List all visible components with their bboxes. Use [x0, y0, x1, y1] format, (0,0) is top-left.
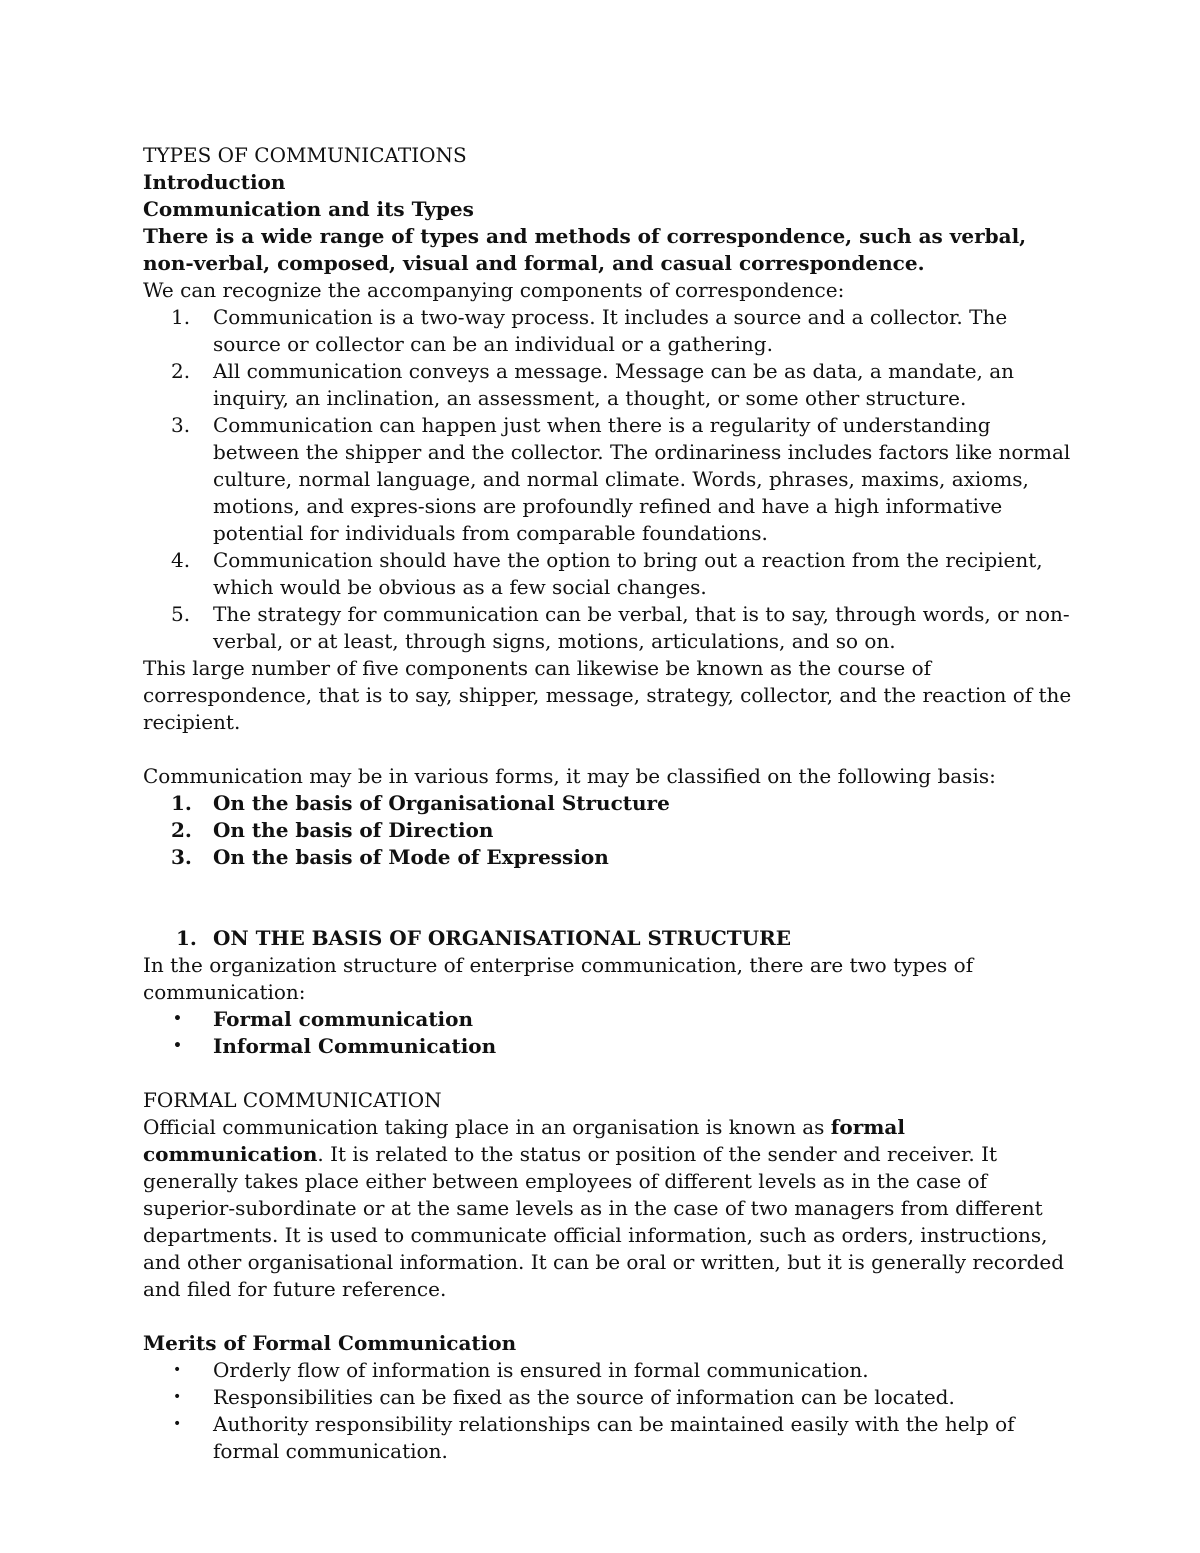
formal-text-rest: . It is related to the status or position of the sender and receiver. It generally takes place either between employees of different levels as in the case of superior-subordinate or at the same levels as in the case of two managers from different departments. It is used to communicate official information, such as orders, instructions, and other organisational information. It can be oral or written, but it is generally recorded and filed for future reference.	[143, 1142, 1065, 1301]
summary-paragraph: This large number of five components can likewise be known as the course of correspondence, that is to say, shipper, message, strategy, collector, and the reaction of the recipient.	[143, 656, 1072, 734]
recognize-text: We can recognize the accompanying components of correspondence:	[143, 278, 845, 302]
list-item	[143, 817, 1080, 844]
blank-line	[143, 736, 1080, 763]
bases-list	[143, 790, 1080, 871]
formal-text-start: Official communication taking place in an organisation is known as	[143, 1115, 831, 1139]
list-item-text: On the basis of Mode of Expression	[213, 845, 609, 869]
list-item	[143, 1006, 1080, 1033]
list-number: 1.	[171, 791, 192, 815]
blank-line	[143, 1303, 1080, 1330]
blank-line	[143, 1060, 1080, 1087]
list-item-text: All communication conveys a message. Message can be as data, a mandate, an inquiry, an inclination, an assessment, a thought, or some other structure.	[213, 359, 1015, 410]
merits-heading: Merits of Formal Communication	[143, 1331, 517, 1355]
formal-heading: FORMAL COMMUNICATION	[143, 1088, 442, 1112]
list-item-text: Formal communication	[213, 1007, 474, 1031]
list-item	[143, 358, 1080, 412]
list-item-text: The strategy for communication can be verbal, that is to say, through words, or non-verbal, or at least, through signs, motions, articulations, and so on.	[213, 602, 1070, 653]
list-item	[143, 412, 1080, 547]
bullet-icon: •	[173, 1362, 182, 1378]
blank-lines	[143, 871, 1080, 925]
list-item	[143, 790, 1080, 817]
merits-list	[143, 1357, 1080, 1465]
list-number: 3.	[171, 413, 191, 437]
lead-paragraph: There is a wide range of types and methods of correspondence, such as verbal, non-verbal, composed, visual and formal, and casual correspondence.	[143, 224, 1027, 275]
list-number: 1.	[171, 305, 191, 329]
list-item-text: On the basis of Organisational Structure	[213, 791, 670, 815]
section-heading-text: ON THE BASIS OF ORGANISATIONAL STRUCTURE	[213, 926, 791, 950]
list-item	[143, 601, 1080, 655]
list-item	[143, 1384, 1080, 1411]
intro-heading: Introduction	[143, 170, 286, 194]
section-intro: In the organization structure of enterprise communication, there are two types of communication:	[143, 953, 974, 1004]
list-item	[143, 1033, 1080, 1060]
list-item-text: Communication is a two-way process. It includes a source and a collector. The source or collector can be an individual or a gathering.	[213, 305, 1008, 356]
list-number: 3.	[171, 845, 192, 869]
section-number: 1.	[176, 926, 197, 950]
list-item	[143, 304, 1080, 358]
bullet-icon: •	[173, 1011, 182, 1027]
formal-term: formal communication	[143, 1115, 905, 1166]
list-item-text: Informal Communication	[213, 1034, 497, 1058]
list-item	[143, 1411, 1080, 1465]
list-item-text: Authority responsibility relationships can be maintained easily with the help of formal communication.	[213, 1412, 1015, 1463]
bullet-icon: •	[173, 1389, 182, 1405]
list-item	[143, 547, 1080, 601]
bullet-icon: •	[173, 1038, 182, 1054]
bullet-icon: •	[173, 1416, 182, 1432]
list-number: 2.	[171, 818, 192, 842]
list-item-text: Orderly flow of information is ensured in formal communication.	[213, 1358, 869, 1382]
section-heading	[143, 925, 1080, 952]
subheading: Communication and its Types	[143, 197, 474, 221]
list-number: 4.	[171, 548, 191, 572]
components-list	[143, 304, 1080, 655]
forms-intro: Communication may be in various forms, it may be classified on the following basis:	[143, 764, 996, 788]
list-item-text: Communication should have the option to bring out a reaction from the recipient, which would be obvious as a few social changes.	[213, 548, 1043, 599]
list-item-text: On the basis of Direction	[213, 818, 494, 842]
list-number: 5.	[171, 602, 191, 626]
types-list	[143, 1006, 1080, 1060]
formal-paragraph	[143, 1114, 1080, 1303]
list-item-text: Responsibilities can be fixed as the source of information can be located.	[213, 1385, 955, 1409]
page-title: TYPES OF COMMUNICATIONS	[143, 143, 467, 167]
list-item	[143, 1357, 1080, 1384]
list-item-text: Communication can happen just when there is a regularity of understanding between the shipper and the collector. The ordinariness includes factors like normal culture, normal language, and normal climate. Words, phrases, maxims, axioms, motions, and expres-sions are profoundly refined and have a high informative potential for individuals from comparable foundations.	[213, 413, 1071, 545]
list-number: 2.	[171, 359, 191, 383]
list-item	[143, 844, 1080, 871]
